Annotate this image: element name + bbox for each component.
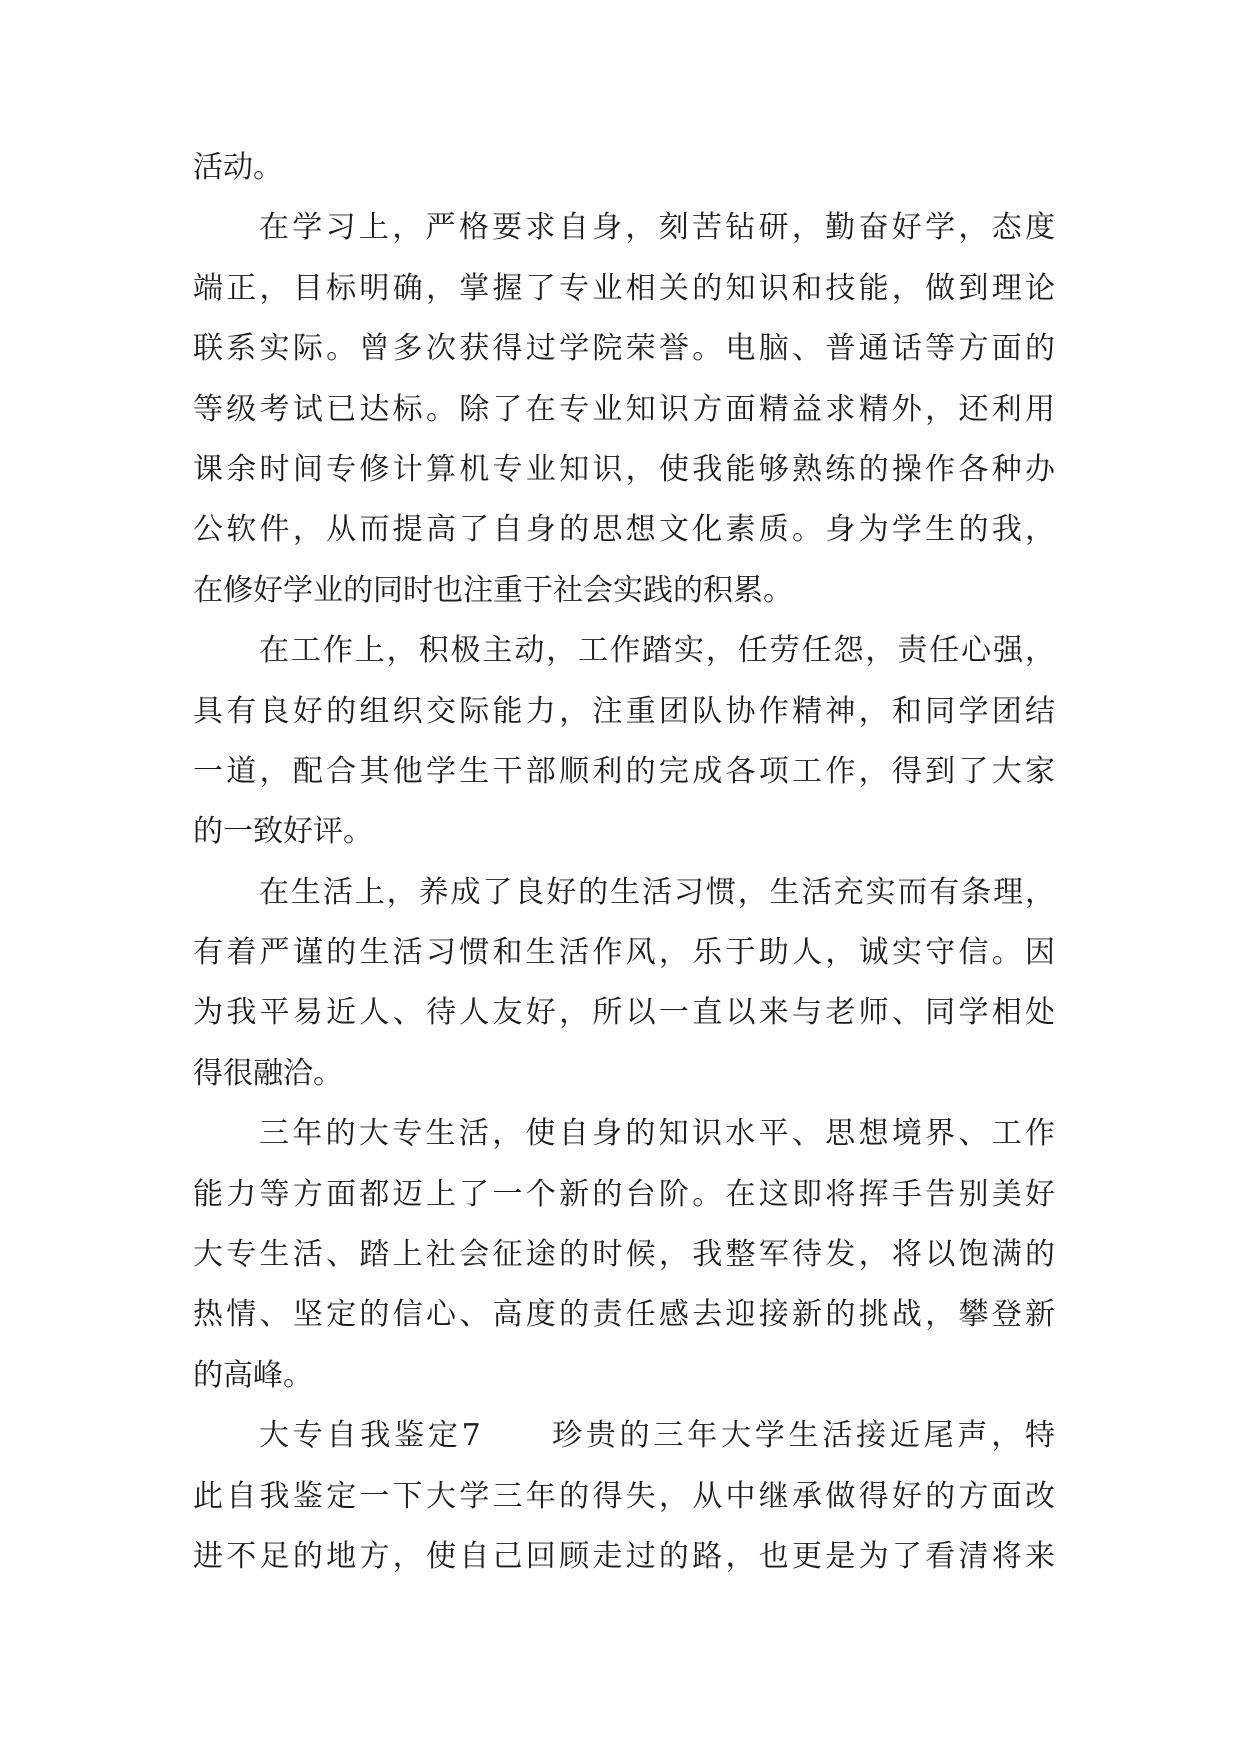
- text-line: 端正，目标明确，掌握了专业相关的知识和技能，做到理论: [193, 270, 1055, 306]
- text-line: 能力等方面都迈上了一个新的台阶。在这即将挥手告别美好: [193, 1176, 1055, 1212]
- text-line: 有着严谨的生活习惯和生活作风，乐于助人，诚实守信。因: [193, 935, 1055, 971]
- text-line: 在修好学业的同时也注重于社会实践的积累。: [193, 572, 793, 608]
- text-line: 联系实际。曾多次获得过学院荣誉。电脑、普通话等方面的: [193, 331, 1055, 367]
- text-line: 具有良好的组织交际能力，注重团队协作精神，和同学团结: [193, 693, 1055, 729]
- text-line: 公软件，从而提高了自身的思想文化素质。身为学生的我，: [193, 512, 1055, 548]
- text-line: 活动。: [193, 150, 283, 185]
- text-line: 等级考试已达标。除了在专业知识方面精益求精外，还利用: [193, 391, 1055, 427]
- text-line: 大专自我鉴定7 珍贵的三年大学生活接近尾声，特: [259, 1418, 1055, 1454]
- text-line: 进不足的地方，使自己回顾走过的路，也更是为了看清将来: [193, 1538, 1055, 1574]
- text-line: 在学习上，严格要求自身，刻苦钻研，勤奋好学，态度: [259, 210, 1055, 246]
- text-line: 在工作上，积极主动，工作踏实，任劳任怨，责任心强，: [259, 633, 1055, 669]
- document-body: [193, 138, 1055, 1587]
- text-line: 为我平易近人、待人友好，所以一直以来与老师、同学相处: [193, 995, 1055, 1031]
- text-line: 的高峰。: [193, 1357, 313, 1393]
- text-line: 的一致好评。: [193, 814, 373, 850]
- text-line: 大专生活、踏上社会征途的时候，我整军待发，将以饱满的: [193, 1237, 1055, 1273]
- text-line: 此自我鉴定一下大学三年的得失，从中继承做得好的方面改: [193, 1478, 1055, 1514]
- text-line: 得很融洽。: [193, 1055, 343, 1091]
- text-line: 热情、坚定的信心、高度的责任感去迎接新的挑战，攀登新: [193, 1297, 1055, 1333]
- text-line: 一道，配合其他学生干部顺利的完成各项工作，得到了大家: [193, 753, 1055, 789]
- text-line: 在生活上，养成了良好的生活习惯，生活充实而有条理，: [259, 874, 1055, 910]
- text-line: 课余时间专修计算机专业知识，使我能够熟练的操作各种办: [193, 451, 1055, 487]
- text-line: 三年的大专生活，使自身的知识水平、思想境界、工作: [259, 1116, 1055, 1152]
